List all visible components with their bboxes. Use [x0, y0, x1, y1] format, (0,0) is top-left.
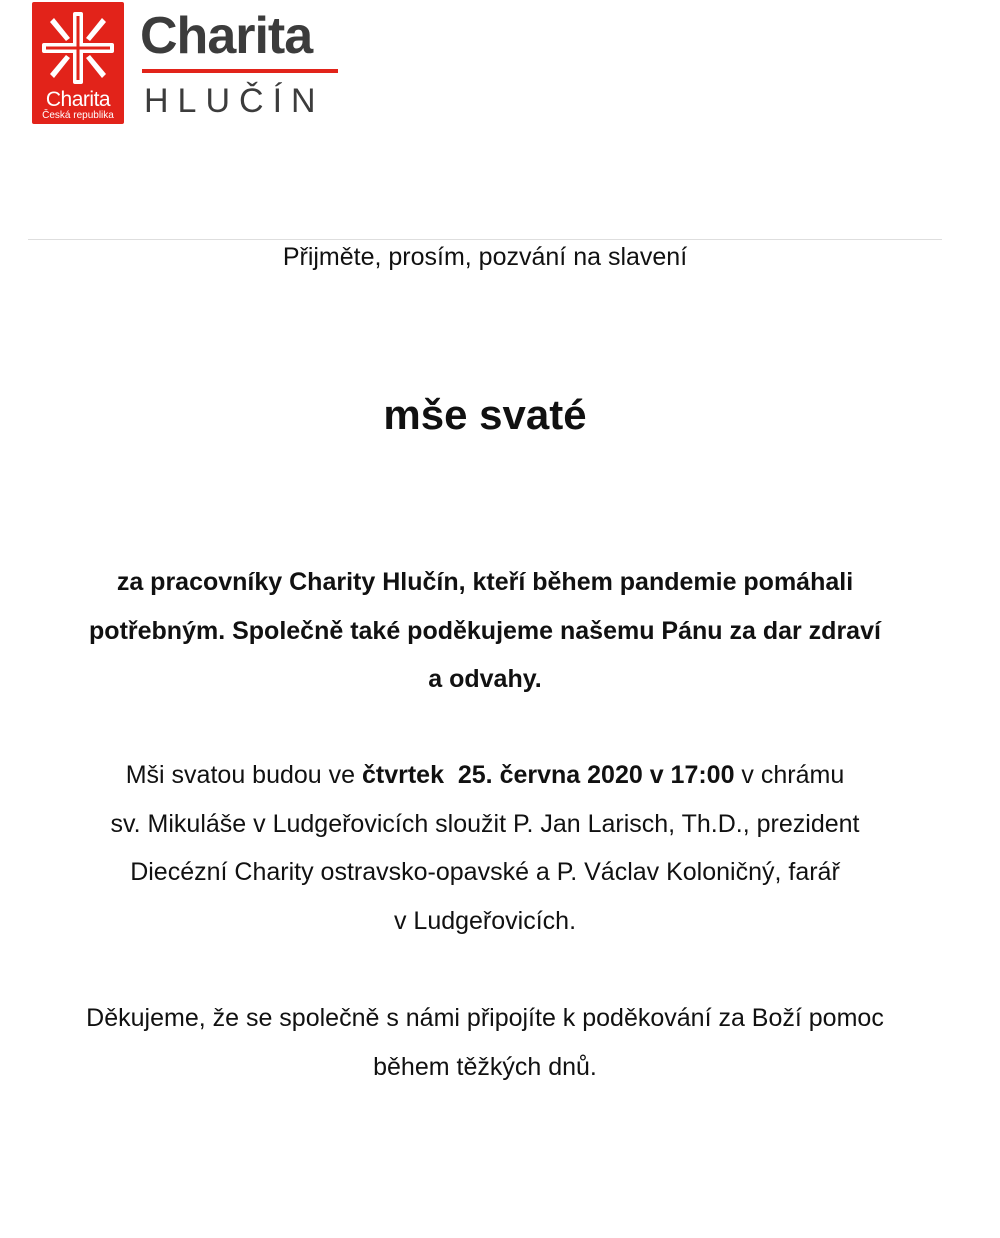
purpose-paragraph [20, 558, 950, 704]
thanks-line: Děkujeme, že se společně s námi připojíte k poděkování za Boží pomoc [86, 1004, 884, 1032]
details-line: Diecézní Charity ostravsko-opavské a P. Václav Koloničný, farář [130, 858, 840, 886]
badge-name: Charita [45, 88, 111, 111]
logo-city: HLUČÍN [144, 82, 325, 120]
invitation-line: Přijměte, prosím, pozvání na slavení [282, 243, 688, 271]
charita-badge [32, 2, 124, 124]
purpose-line: potřebným. Společně také poděkujeme našemu Pánu za dar zdraví [89, 616, 881, 645]
details-line: sv. Mikuláše v Ludgeřovicích sloužit P. Jan Larisch, Th.D., prezident [110, 809, 860, 838]
thanks-line: během těžkých dnů. [373, 1052, 597, 1081]
purpose-line: za pracovníky Charity Hlučín, kteří během pandemie pomáhali [116, 568, 854, 596]
event-datetime: čtvrtek 25. června 2020 v 17:00 [361, 761, 735, 789]
purpose-line: a odvahy. [428, 665, 542, 693]
charita-cross-icon [40, 8, 116, 88]
logo-wordmark: Charita [140, 7, 313, 65]
details-paragraph [20, 751, 950, 945]
logo-rule [142, 69, 338, 73]
details-text: Mši svatou budou ve [125, 761, 362, 789]
badge-subtitle: Česká republika [42, 110, 114, 121]
details-text: v chrámu [734, 761, 845, 789]
details-line: v Ludgeřovicích. [393, 906, 577, 935]
page-title: mše svaté [383, 391, 587, 438]
thanks-paragraph [20, 994, 950, 1091]
details-line [20, 751, 950, 800]
charita-logo [30, 0, 342, 128]
